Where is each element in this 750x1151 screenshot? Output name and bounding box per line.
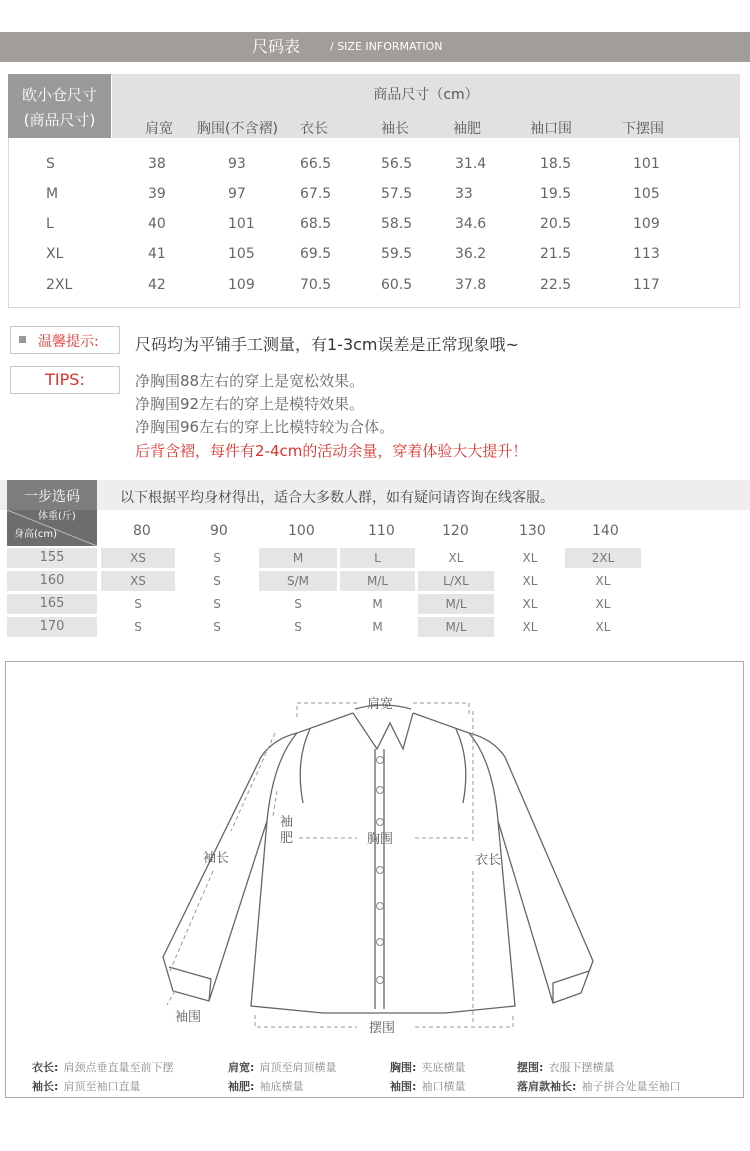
table-cell: 21.5 xyxy=(540,246,572,262)
size-recommendation: XS xyxy=(130,551,146,565)
legend-term: 衣长: xyxy=(32,1061,59,1074)
button-circle xyxy=(377,757,384,764)
column-header: 衣长 xyxy=(300,121,328,137)
notice-label: 温馨提示: xyxy=(38,334,99,350)
tip-line: 净胸围92左右的穿上是模特效果。 xyxy=(135,395,365,413)
size-recommendation: XL xyxy=(595,597,611,611)
label-hem: 摆围 xyxy=(369,1021,396,1036)
recommend-note: 以下根据平均身材得出，适合大多数人群，如有疑问请咨询在线客服。 xyxy=(120,490,554,506)
weight-header: 100 xyxy=(288,523,315,539)
size-recommendation: S xyxy=(134,597,142,611)
table-cell: 20.5 xyxy=(540,216,572,232)
size-recommendation: M xyxy=(292,551,304,565)
size-recommendation: S xyxy=(213,574,221,588)
legend-item xyxy=(32,1075,141,1094)
weight-header: 90 xyxy=(210,523,228,539)
label-sleeve-length: 袖长 xyxy=(203,851,230,866)
table-cell: 109 xyxy=(633,216,660,232)
table-cell: 34.6 xyxy=(455,216,487,232)
column-header: 袖肥 xyxy=(453,121,481,137)
size-recommendation: S xyxy=(134,620,142,634)
size-cell: 2XL xyxy=(46,277,73,293)
table-cell: 105 xyxy=(228,246,255,262)
label-chest: 胸围 xyxy=(367,832,394,847)
legend-desc: 袖口横量 xyxy=(421,1080,466,1093)
size-recommendation: S xyxy=(213,551,221,565)
size-recommendation: 2XL xyxy=(591,551,615,565)
table-cell: 56.5 xyxy=(381,156,413,172)
size-group-title: 商品尺寸（cm） xyxy=(373,87,479,103)
table-cell: 33 xyxy=(455,186,473,202)
size-recommendation: S xyxy=(213,620,221,634)
notice-text: 尺码均为平铺手工测量，有1-3cm误差是正常现象哦~ xyxy=(135,335,519,354)
table-cell: 70.5 xyxy=(300,277,332,293)
legend-item xyxy=(32,1056,174,1075)
label-shoulder: 肩宽 xyxy=(367,697,394,712)
size-recommendation: M/L xyxy=(366,574,389,588)
page-title: 尺码表 xyxy=(251,37,300,56)
table-cell: 60.5 xyxy=(381,277,413,293)
weight-header: 140 xyxy=(592,523,619,539)
size-recommendation: S xyxy=(294,620,302,634)
table-cell: 31.4 xyxy=(455,156,487,172)
size-recommendation: S xyxy=(213,597,221,611)
table-cell: 105 xyxy=(633,186,660,202)
button-circle xyxy=(377,867,384,874)
buttons xyxy=(377,757,384,984)
size-recommendation: M xyxy=(372,597,383,611)
weight-header: 80 xyxy=(133,523,151,539)
size-recommendation: XL xyxy=(448,551,464,565)
shirt-diagram xyxy=(5,661,744,1098)
page-subtitle: / SIZE INFORMATION xyxy=(330,40,443,53)
legend-item xyxy=(517,1075,681,1094)
table-cell: 101 xyxy=(228,216,255,232)
tip-line: 净胸围96左右的穿上比模特较为合体。 xyxy=(135,418,395,436)
size-recommendation: M/L xyxy=(445,597,467,611)
height-cell: 165 xyxy=(39,596,65,611)
square-bullet-icon xyxy=(19,336,26,343)
legend-desc: 衣服下摆横量 xyxy=(548,1061,615,1074)
legend-desc: 肩顶至肩顶横量 xyxy=(259,1061,337,1074)
legend-item xyxy=(390,1075,466,1094)
weight-header: 120 xyxy=(442,523,469,539)
legend-term: 袖围: xyxy=(390,1080,417,1093)
table-cell: 109 xyxy=(228,277,255,293)
column-header: 胸围(不含褶) xyxy=(197,121,278,137)
size-cell: XL xyxy=(46,246,64,262)
column-header: 下摆围 xyxy=(622,121,664,137)
size-cell: S xyxy=(46,156,55,172)
height-axis-label: 身高(cm) xyxy=(14,529,58,540)
label-sleeve-width-2: 肥 xyxy=(280,831,294,846)
button-circle xyxy=(377,977,384,984)
weight-axis-label: 体重(斤) xyxy=(38,511,76,522)
legend-desc: 肩颈点垂直量至前下摆 xyxy=(63,1061,174,1074)
column-header: 袖长 xyxy=(381,121,409,137)
legend-term: 袖肥: xyxy=(228,1080,255,1093)
button-circle xyxy=(377,787,384,794)
size-recommendation: S xyxy=(294,597,302,611)
legend-item xyxy=(390,1056,466,1075)
legend-desc: 袖子拼合处量至袖口 xyxy=(581,1080,681,1093)
table-cell: 66.5 xyxy=(300,156,332,172)
label-sleeve-width-1: 袖 xyxy=(280,815,294,830)
table-cell: 58.5 xyxy=(381,216,413,232)
table-cell: 19.5 xyxy=(540,186,572,202)
legend-item xyxy=(228,1075,304,1094)
table-cell: 38 xyxy=(148,156,166,172)
table-cell: 93 xyxy=(228,156,246,172)
table-cell: 113 xyxy=(633,246,660,262)
table-cell: 67.5 xyxy=(300,186,332,202)
table-cell: 69.5 xyxy=(300,246,332,262)
recommend-title: 一步选码 xyxy=(24,489,80,505)
table-cell: 97 xyxy=(228,186,246,202)
size-label-line2: (商品尺寸) xyxy=(23,111,96,129)
table-cell: 22.5 xyxy=(540,277,572,293)
table-cell: 117 xyxy=(633,277,660,293)
table-cell: 68.5 xyxy=(300,216,332,232)
size-recommendation: XL xyxy=(595,620,611,634)
size-label-line1: 欧小仓尺寸 xyxy=(21,86,97,104)
table-cell: 101 xyxy=(633,156,660,172)
column-header: 肩宽 xyxy=(145,121,173,137)
tip-highlight: 后背含褶，每件有2-4cm的活动余量，穿着体验大大提升！ xyxy=(135,442,528,460)
size-cell: M xyxy=(46,186,59,202)
legend-item xyxy=(228,1056,337,1075)
legend-desc: 袖底横量 xyxy=(259,1080,304,1093)
size-recommendation: S/M xyxy=(286,574,309,588)
legend-term: 摆围: xyxy=(517,1061,544,1074)
height-cell: 160 xyxy=(39,573,65,588)
tips-label: TIPS: xyxy=(45,370,85,389)
tip-line: 净胸围88左右的穿上是宽松效果。 xyxy=(135,372,365,390)
button-circle xyxy=(377,939,384,946)
size-recommendation: XL xyxy=(522,551,538,565)
size-recommendation: L xyxy=(374,551,381,565)
height-cell: 155 xyxy=(39,550,65,565)
weight-header: 130 xyxy=(519,523,546,539)
height-cell: 170 xyxy=(39,619,65,634)
legend-term: 胸围: xyxy=(390,1061,417,1074)
size-recommendation: M xyxy=(372,620,383,634)
table-cell: 59.5 xyxy=(381,246,413,262)
legend-item xyxy=(517,1056,615,1075)
size-recommendation: M/L xyxy=(445,620,467,634)
label-cuff: 袖围 xyxy=(175,1010,202,1025)
weight-header: 110 xyxy=(368,523,395,539)
table-cell: 40 xyxy=(148,216,166,232)
size-recommendation: XL xyxy=(522,597,538,611)
table-cell: 41 xyxy=(148,246,166,262)
size-recommendation: XL xyxy=(522,620,538,634)
size-cell: L xyxy=(46,216,54,232)
table-cell: 57.5 xyxy=(381,186,413,202)
button-circle xyxy=(377,903,384,910)
table-cell: 39 xyxy=(148,186,166,202)
size-recommendation: XS xyxy=(130,574,146,588)
legend-term: 肩宽: xyxy=(228,1061,255,1074)
legend-desc: 夹底横量 xyxy=(421,1061,466,1074)
table-cell: 42 xyxy=(148,277,166,293)
button-circle xyxy=(377,819,384,826)
table-cell: 36.2 xyxy=(455,246,487,262)
legend-term: 落肩款袖长: xyxy=(517,1080,577,1093)
label-body-length: 衣长 xyxy=(475,853,502,868)
column-header: 袖口围 xyxy=(530,121,572,137)
table-cell: 37.8 xyxy=(455,277,487,293)
legend-desc: 肩顶至袖口直量 xyxy=(63,1080,141,1093)
table-cell: 18.5 xyxy=(540,156,572,172)
size-recommendation: L/XL xyxy=(443,574,469,588)
size-recommendation: XL xyxy=(595,574,611,588)
size-recommendation: XL xyxy=(522,574,538,588)
legend-term: 袖长: xyxy=(32,1080,59,1093)
